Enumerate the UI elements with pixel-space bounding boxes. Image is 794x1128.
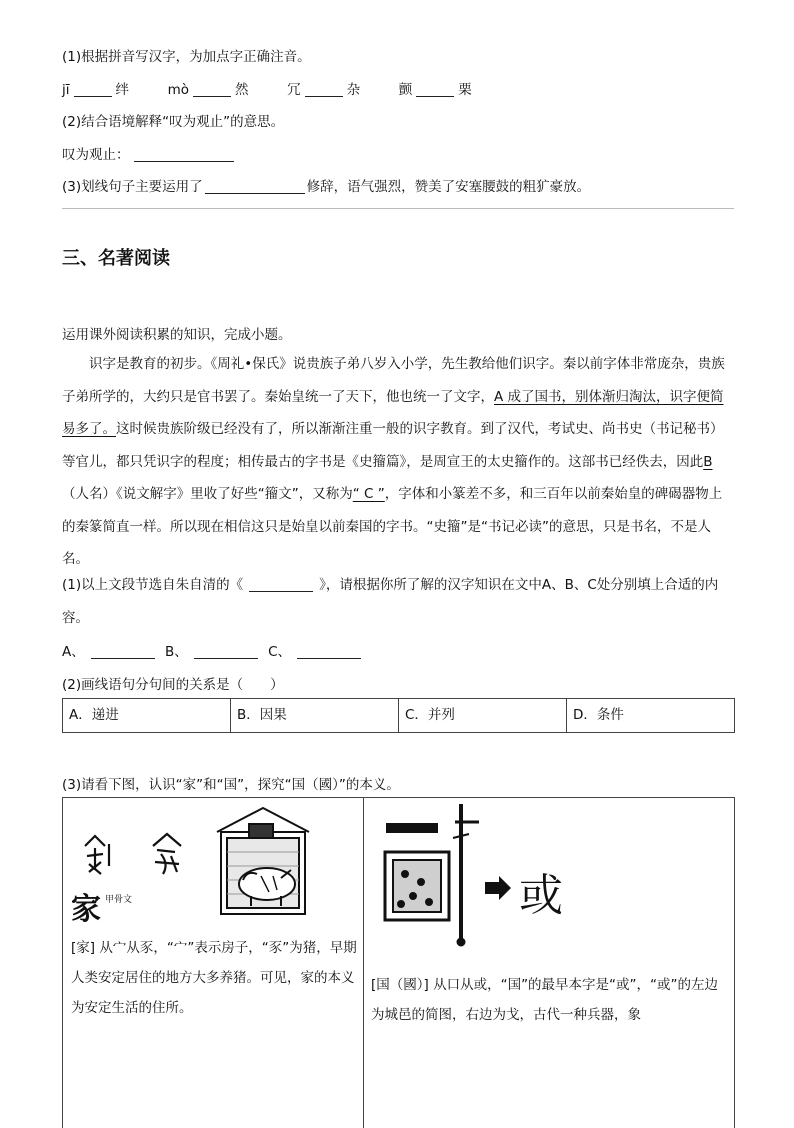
answer-blank-a[interactable] [91, 644, 155, 659]
answer-label: 叹为观止： [62, 147, 130, 163]
pinyin-prefix: 冗 [287, 82, 301, 98]
label-a: A、 [62, 644, 85, 660]
passage-text: （人名）《说文解字》里收了好些“籀文”，又称为 [62, 486, 353, 502]
section-title: 三、名著阅读 [62, 248, 170, 269]
huo-glyph: 或 [519, 870, 563, 921]
city-wall-icon [385, 824, 449, 920]
reading-passage [62, 348, 734, 576]
pinyin-row [62, 78, 472, 98]
pinyin-item [399, 82, 472, 98]
answer-blank[interactable] [249, 577, 313, 592]
answer-blank[interactable] [205, 179, 305, 194]
pinyin-suffix: 绊 [115, 82, 130, 98]
arrow-right-icon [485, 876, 511, 900]
label-b: B、 [165, 644, 188, 660]
question-2-label: (2)结合语境解释“叹为观止”的意思。 [62, 114, 285, 130]
pinyin-item [168, 82, 249, 98]
passage-text: ，字体和小篆差不多，和三百年以前秦始皇的碑碣器物上的秦篆简直一样。所以现在相信这只是始皇以前秦国的字书。“史籀”是“书记必读”的意思，只是书名，不是人名。 [62, 486, 723, 567]
spear-ge-icon [453, 804, 479, 946]
pinyin-suffix: 杂 [346, 82, 361, 98]
oracle-glyph-icon [85, 836, 109, 874]
reading-question-2: (2)画线语句分句间的关系是（ ） [62, 677, 284, 693]
reading-question-3: (3)请看下图，认识“家”和“国”，探究“国（國）”的本义。 [62, 777, 400, 793]
pinyin-prefix: jī [62, 82, 70, 98]
guo-explanation: [国（國）] 从口从或，“国”的最早本字是“或”，“或”的左边为城邑的简图，右边为戈，古代一种兵器，象 [371, 977, 719, 1023]
question-text: (1)以上文段节选自朱自清的《 [62, 577, 244, 593]
answer-blank[interactable] [134, 147, 234, 162]
option-b[interactable]: B．因果 [231, 699, 399, 732]
blank-c: “ C ” [352, 486, 385, 502]
jia-explanation: [家] 从宀从豕，“宀”表示房子，“豕”为猪，早期人类安定居住的地方大多养猪。可见，家的本义为安定生活的住所。 [71, 940, 357, 1016]
question-3-text-end: 修辞，语气强烈，赞美了安塞腰鼓的粗犷豪放。 [306, 179, 591, 195]
answer-blank[interactable] [305, 82, 343, 97]
underlined-sentence: A 成了国书，别体渐归淘汰，识字便简易多了。 [62, 388, 724, 437]
column-divider [363, 798, 364, 1128]
jia-character: 家 [71, 892, 101, 927]
pinyin-prefix: 颤 [398, 82, 413, 98]
question-text-end: 》，请根据你所了解的汉字知识在文中A、B、C处分别填上合适的内容。 [62, 577, 719, 626]
option-d[interactable]: D．条件 [573, 707, 624, 723]
question-1-label: (1)根据拼音写汉字，为加点字正确注音。 [62, 49, 311, 65]
abc-blanks [62, 640, 367, 660]
question-3 [62, 175, 590, 195]
question-2-answer-line [62, 143, 234, 163]
blank-b: B [703, 453, 713, 470]
options-table [62, 698, 735, 733]
reading-question-1 [62, 569, 734, 634]
answer-blank-c[interactable] [297, 644, 361, 659]
pinyin-item [287, 82, 360, 98]
label-c: C、 [268, 644, 292, 660]
character-comparison-table [62, 797, 735, 1128]
pinyin-item [62, 82, 129, 98]
oracle-caption: 甲骨文 [105, 895, 133, 905]
answer-blank[interactable] [193, 82, 231, 97]
reading-intro: 运用课外阅读积累的知识，完成小题。 [62, 327, 292, 343]
passage-text: 这时候贵族阶级已经没有了，所以渐渐注重一般的识字教育。到了汉代，考试史、尚书史（书记秘书）等官儿，都只凭识字的程度；相传最古的字书是《史籀篇》，是周宣王的太史籀作的。这部书已经佚去，因此 [62, 421, 724, 470]
answer-blank-b[interactable] [194, 644, 258, 659]
answer-blank[interactable] [74, 82, 112, 97]
oracle-glyph-icon [153, 834, 181, 874]
pinyin-suffix: 然 [235, 82, 249, 98]
pinyin-suffix: 栗 [458, 82, 472, 98]
guo-ancient-illustration [369, 798, 569, 958]
question-3-text: (3)划线句子主要运用了 [62, 179, 203, 195]
answer-blank[interactable] [416, 82, 454, 97]
pinyin-prefix: mò [167, 82, 190, 98]
jia-oracle-illustration [71, 804, 331, 924]
passage-text: 识字是教育的初步。《周礼•保氏》说贵族子弟八岁入小学，先生教给他们识字。秦以前字体非常庞杂，贵族子弟所学的，大约只是官书罢了。秦始皇统一了天下，他也统一了文字， [62, 356, 725, 405]
option-c[interactable]: C．并列 [399, 699, 567, 732]
house-pig-icon [217, 808, 309, 914]
option-a[interactable]: A．递进 [63, 699, 231, 732]
section-divider [62, 208, 734, 209]
